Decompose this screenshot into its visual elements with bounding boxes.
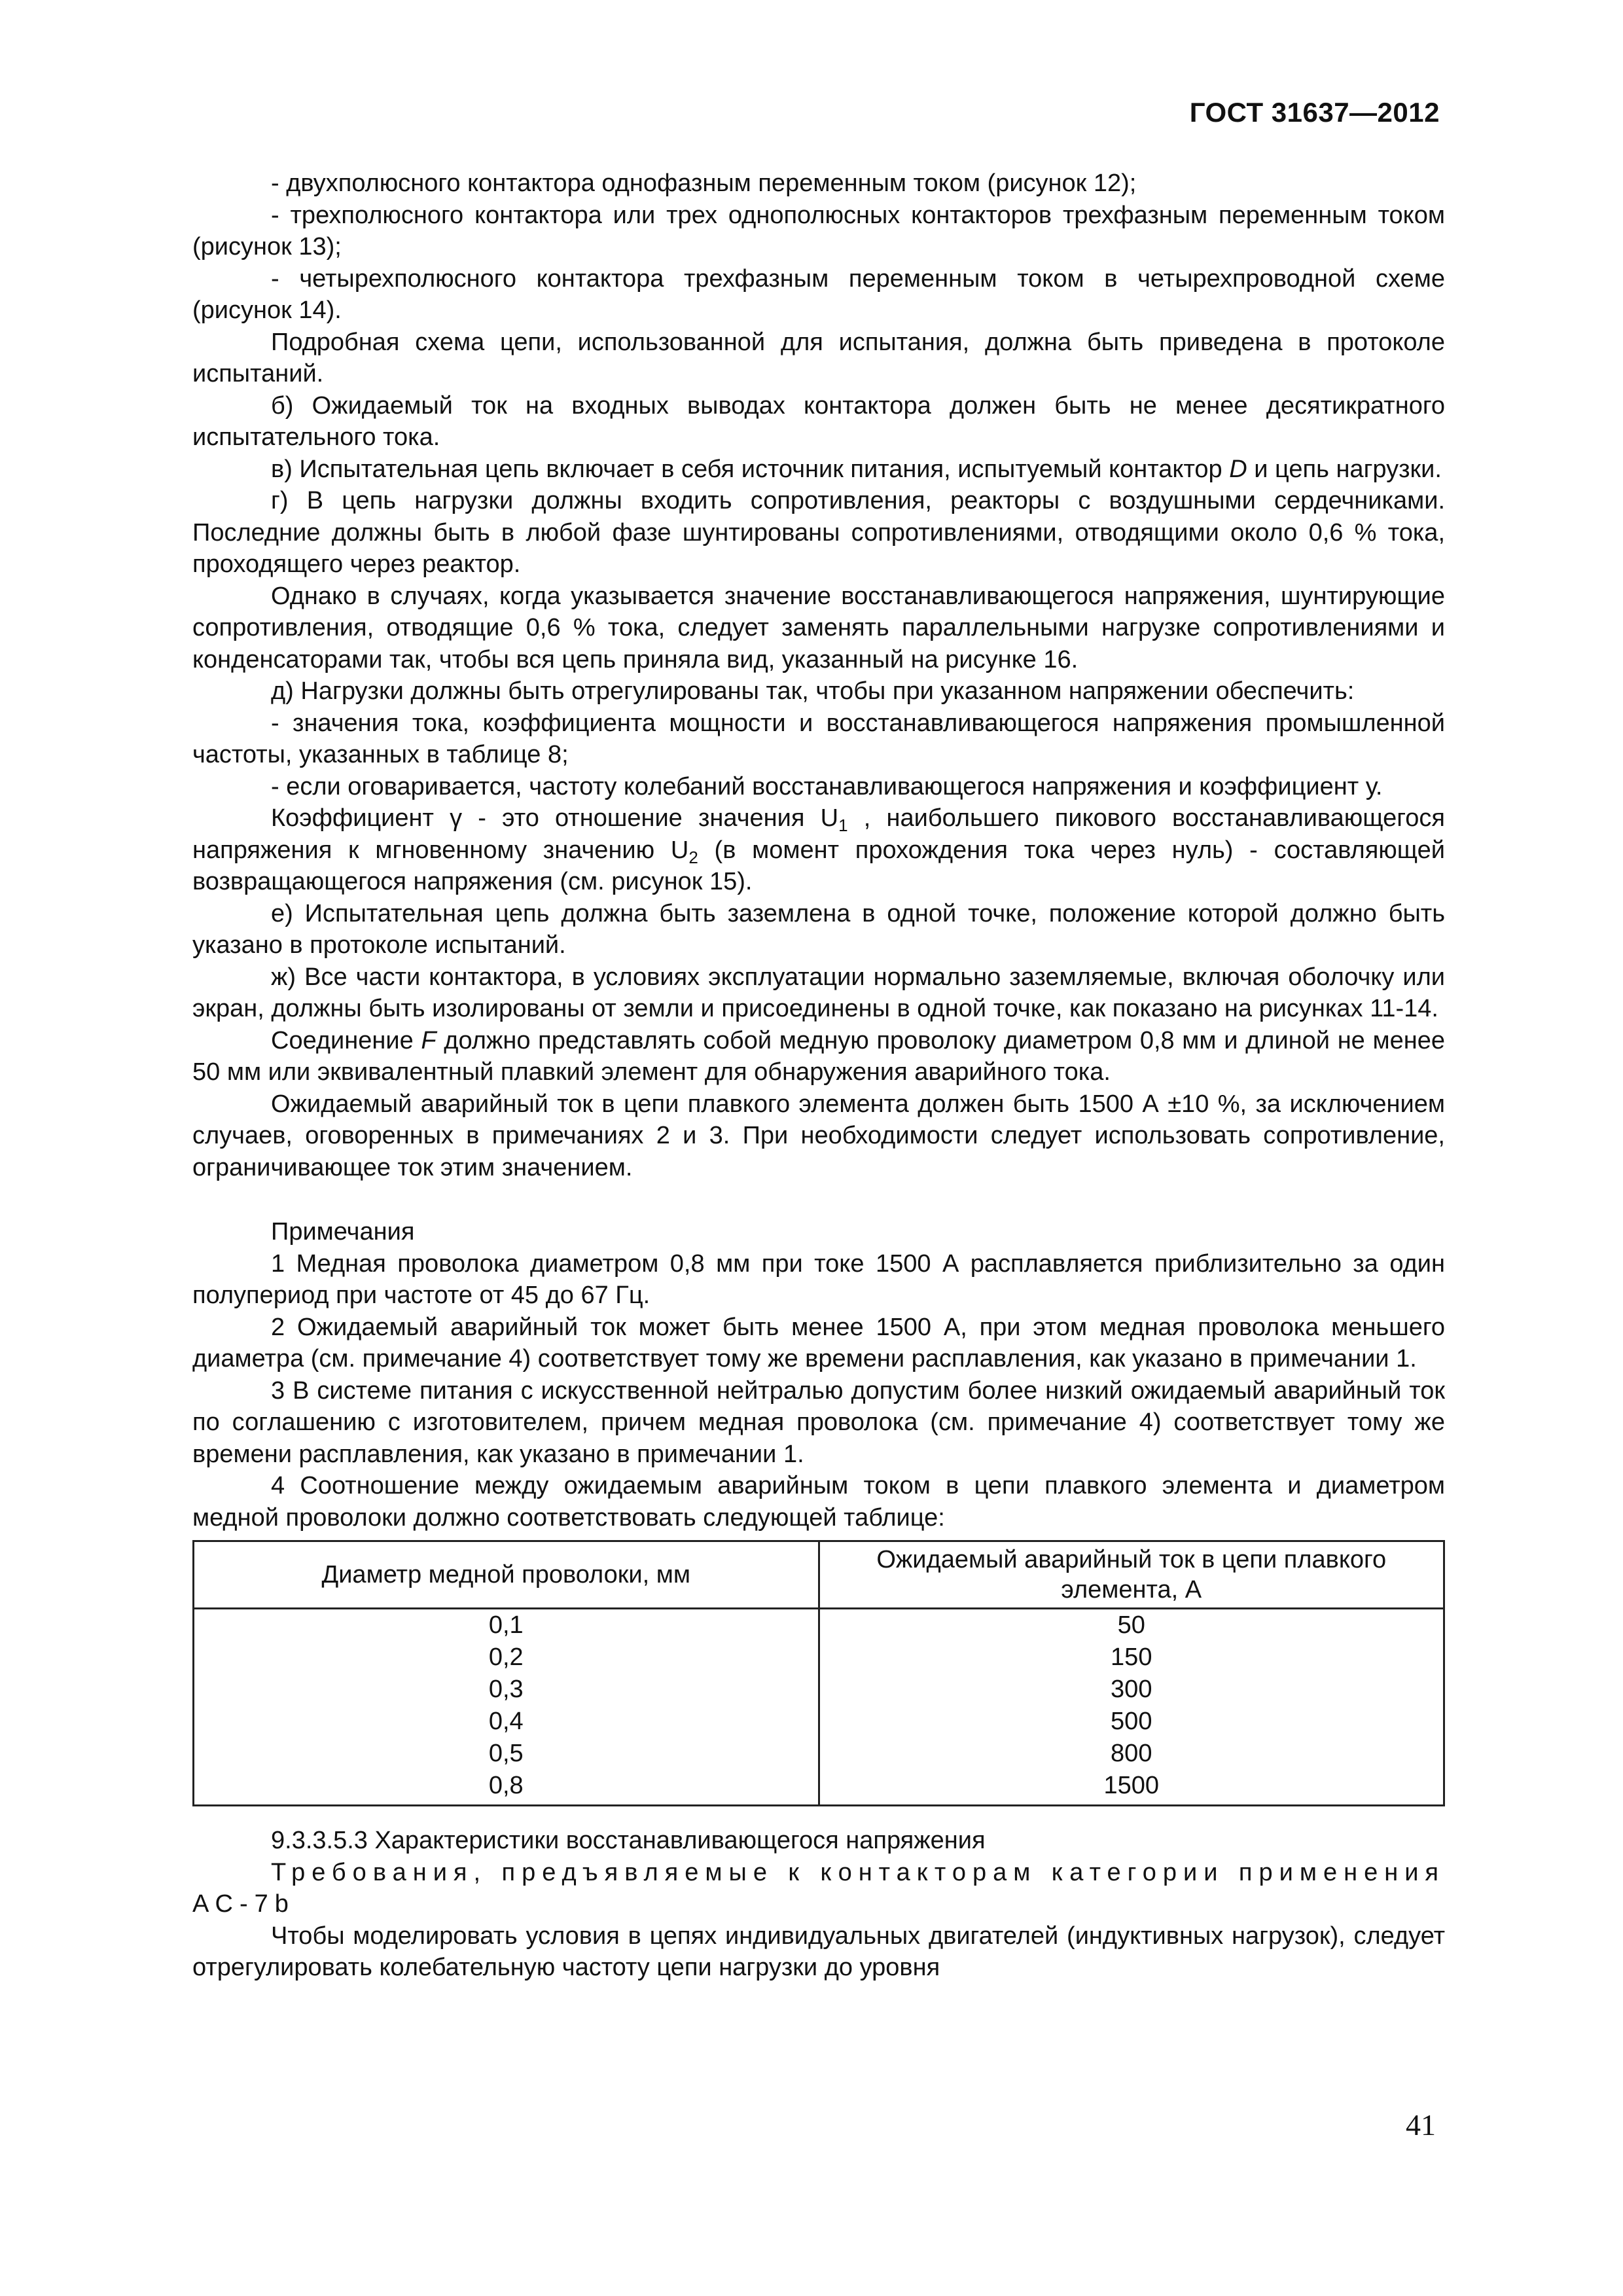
paragraph: Чтобы моделировать условия в цепях индивидуальных двигателей (индуктивных нагрузок), следует отрегулировать колебательную частоту цепи нагрузки до уровня [192,1922,1445,1981]
page-number: 41 [1406,2108,1436,2142]
requirement-heading: Требования, предъявляемые к контакторам категории применения АС-7b [192,1858,1445,1918]
document-header: ГОСТ 31637—2012 [1189,97,1440,128]
paragraph: в) Испытательная цепь включает в себя источник питания, испытуемый контактор D и цепь нагрузки. [271,455,1442,483]
paragraph: Коэффициент γ - это отношение значения $U_1$ , наибольшего пикового восстанавливающегося напряжения к мгновенному значению $U_2$ (в момент прохождения тока через нуль) - составляющей возвращающегося напряжения (см. рисунок 15). [192,804,1445,895]
table-cell: 0,2 [194,1641,819,1674]
paragraph: Ожидаемый аварийный ток в цепи плавкого элемента должен быть 1500 А ±10 %, за исключением случаев, оговоренных в примечаниях 2 и 3. При необходимости следует использовать сопротивление, ограничивающее ток этим значением. [192,1090,1445,1181]
list-item: - трехполюсного контактора или трех однополюсных контакторов трехфазным переменным током (рисунок 13); [192,201,1445,260]
notes-title: Примечания [271,1218,415,1246]
paragraph: Соединение F должно представлять собой медную проволоку диаметром 0,8 мм и длиной не менее 50 мм или эквивалентный плавкий элемент для обнаружения аварийного тока. [192,1026,1445,1086]
paragraph: Подробная схема цепи, использованной для испытания, должна быть приведена в протоколе испытаний. [192,328,1445,387]
paragraph: д) Нагрузки должны быть отрегулированы так, чтобы при указанном напряжении обеспечить: [271,677,1355,705]
table-cell: 300 [1111,1676,1152,1703]
table-row [194,1706,1444,1738]
list-item: - если оговаривается, частоту колебаний восстанавливающегося напряжения и коэффициент у. [271,772,1383,800]
table-row [194,1770,1444,1806]
note-item: 1 Медная проволока диаметром 0,8 мм при токе 1500 А расплавляется приблизительно за один полупериод при частоте от 45 до 67 Гц. [192,1249,1445,1309]
table-row [194,1674,1444,1706]
table-cell: 1500 [1103,1772,1160,1799]
table-row [194,1609,1444,1642]
note-item: 3 В системе питания с искусственной нейтралью допустим более низкий ожидаемый аварийный ток по соглашению с изготовителем, причем медная проволока (см. примечание 4) соответствует тому же времени расплавления, как указано в примечании 1. [192,1376,1445,1468]
table-cell: 800 [1111,1740,1152,1767]
table-row [194,1738,1444,1770]
note-item: 4 Соотношение между ожидаемым аварийным током в цепи плавкого элемента и диаметром медной проволоки должно соответствовать следующей таблице: [192,1472,1445,1532]
table-header-current: Ожидаемый аварийный ток в цепи плавкого элемента, А [819,1541,1444,1609]
document-body [192,168,1445,1984]
table-cell: 0,4 [194,1706,819,1738]
list-item: - четырехполюсного контактора трехфазным переменным током в четырехпроводной схеме (рисунок 14). [192,264,1445,324]
section-heading: 9.3.3.5.3 Характеристики восстанавливающегося напряжения [271,1827,986,1854]
table-row [194,1641,1444,1674]
table-cell: 500 [1111,1708,1152,1735]
table-cell: 0,3 [194,1674,819,1706]
table-cell: 50 [1117,1611,1145,1639]
list-item: - значения тока, коэффициента мощности и восстанавливающегося напряжения промышленной частоты, указанных в таблице 8; [192,709,1445,768]
paragraph: Однако в случаях, когда указывается значение восстанавливающегося напряжения, шунтирующие сопротивления, отводящие 0,6 % тока, следует заменять параллельными нагрузке сопротивлениями и конденсаторами так, чтобы вся цепь приняла вид, указанный на рисунке 16. [192,582,1445,673]
paragraph: б) Ожидаемый ток на входных выводах контактора должен быть не менее десятикратного испытательного тока. [192,391,1445,451]
fuse-table [192,1540,1445,1806]
note-item: 2 Ожидаемый аварийный ток может быть менее 1500 А, при этом медная проволока меньшего диаметра (см. примечание 4) соответствует тому же времени расплавления, как указано в примечании 1. [192,1313,1445,1372]
table-cell: 150 [1111,1643,1152,1671]
paragraph: е) Испытательная цепь должна быть заземлена в одной точке, положение которой должно быть указано в протоколе испытаний. [192,899,1445,959]
table-cell: 0,1 [194,1609,819,1642]
paragraph: ж) Все части контактора, в условиях эксплуатации нормально заземляемые, включая оболочку или экран, должны быть изолированы от земли и присоединены в одной точке, как показано на рисунках 11-14. [192,963,1445,1022]
table-header-diameter: Диаметр медной проволоки, мм [194,1541,819,1609]
table-cell: 0,8 [194,1770,819,1806]
table-cell: 0,5 [194,1738,819,1770]
list-item: - двухполюсного контактора однофазным переменным током (рисунок 12); [271,170,1137,197]
paragraph: г) В цепь нагрузки должны входить сопротивления, реакторы с воздушными сердечниками. Последние должны быть в любой фазе шунтированы сопротивлениями, отводящими около 0,6 % тока, проходящего через реактор. [192,487,1445,578]
